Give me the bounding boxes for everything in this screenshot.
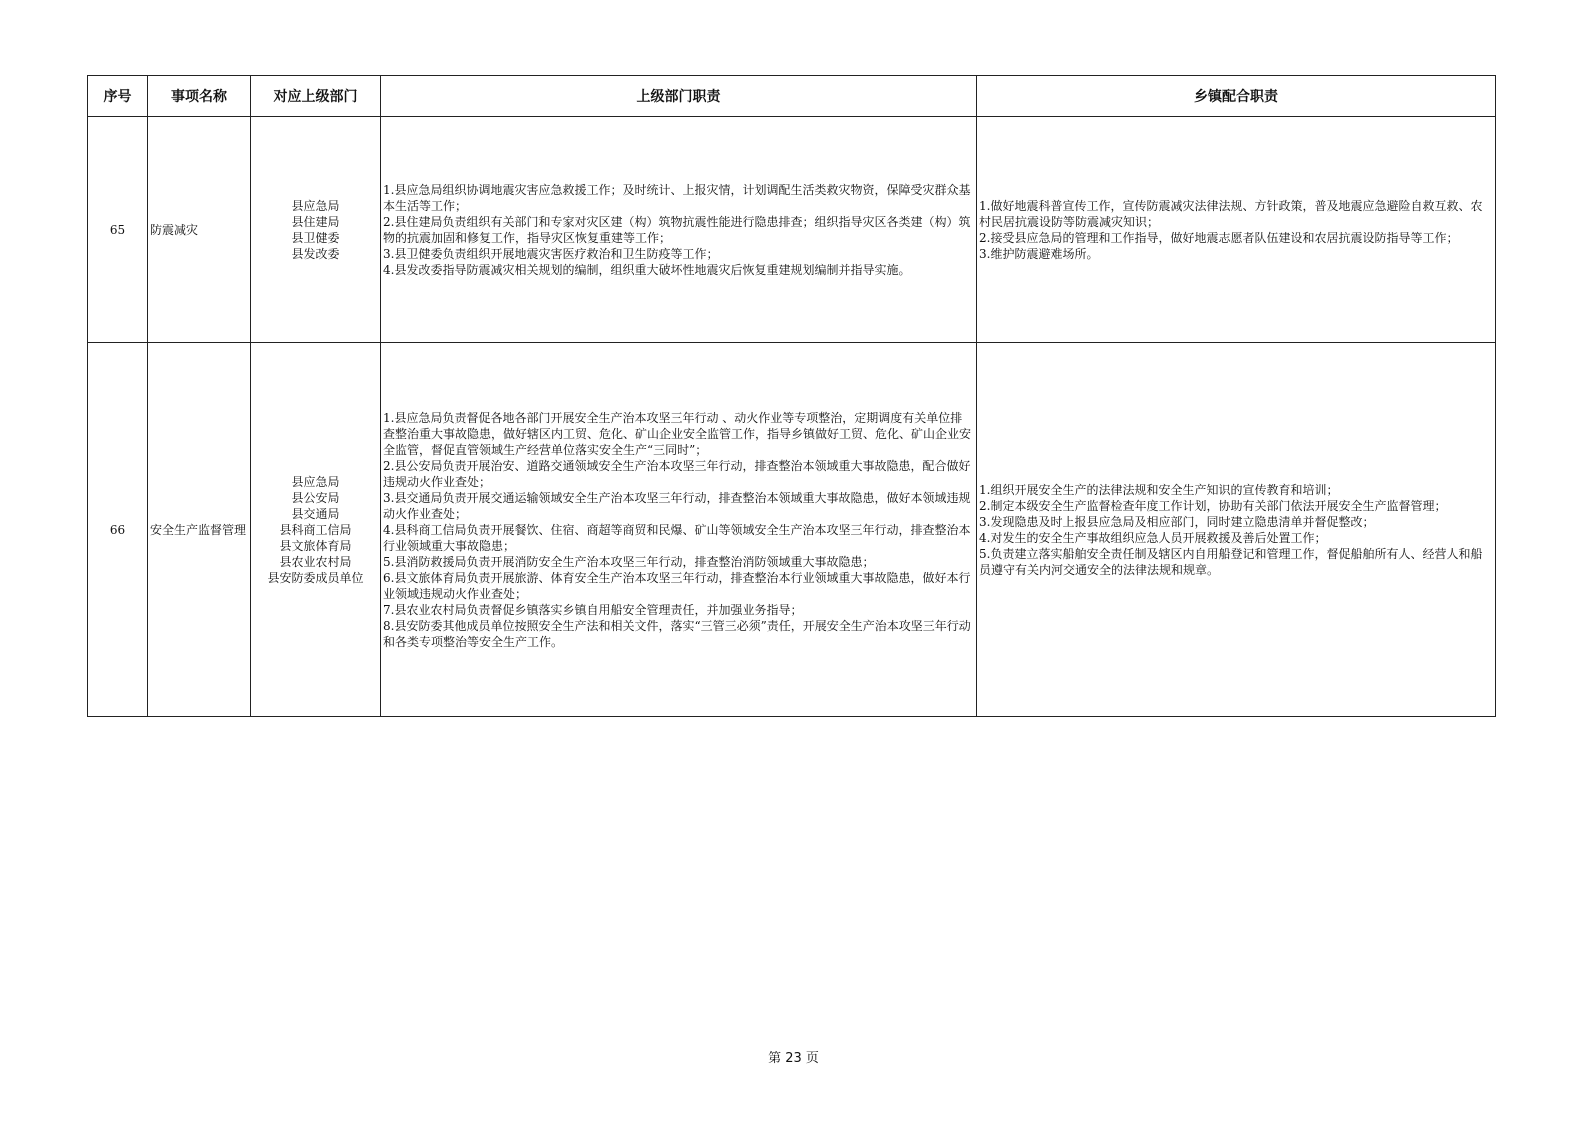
town-duty-item: 2.制定本级安全生产监督检查年度工作计划，协助有关部门依法开展安全生产监督管理； [979,498,1447,513]
department-name: 县卫健委 [291,230,340,245]
row-item-name: 安全生产监督管理 [148,343,251,717]
department-name: 县科商工信局 [279,522,352,537]
department-name: 县应急局 [291,474,340,489]
town-duty-item: 1.做好地震科普宣传工作，宣传防震减灾法律法规、方针政策，普及地震应急避险自救互救、农村民居抗震设防等防震减灾知识； [979,198,1483,229]
row-item-name: 防震减灾 [148,117,251,343]
town-duty-item: 3.维护防震避难场所。 [979,246,1099,261]
duty-item: 2.县住建局负责组织有关部门和专家对灾区建（构）筑物抗震性能进行隐患排查；组织指导灾区各类建（构）筑物的抗震加固和修复工作，指导灾区恢复重建等工作； [383,214,971,245]
town-duty-item: 2.接受县应急局的管理和工作指导，做好地震志愿者队伍建设和农居抗震设防指导等工作； [979,230,1459,245]
town-duty-item: 3.发现隐患及时上报县应急局及相应部门，同时建立隐患清单并督促整改； [979,514,1375,529]
department-name: 县公安局 [291,490,340,505]
town-duty-item: 5.负责建立落实船舶安全责任制及辖区内自用船登记和管理工作，督促船舶所有人、经营人和船员遵守有关内河交通安全的法律法规和规章。 [979,546,1483,577]
department-name: 县交通局 [291,506,340,521]
header-township-duties: 乡镇配合职责 [977,76,1496,117]
header-serial-number: 序号 [88,76,148,117]
row-township-duties [977,343,1496,717]
row-departments [251,343,381,717]
department-name: 县文旅体育局 [279,538,352,553]
duty-item: 4.县科商工信局负责开展餐饮、住宿、商超等商贸和民爆、矿山等领域安全生产治本攻坚三年行动，排查整治本行业领域重大事故隐患； [383,522,971,553]
header-superior-duties: 上级部门职责 [381,76,977,117]
duty-item: 2.县公安局负责开展治安、道路交通领域安全生产治本攻坚三年行动，排查整治本领域重大事故隐患，配合做好违规动火作业查处； [383,458,971,489]
duty-item: 3.县交通局负责开展交通运输领域安全生产治本攻坚三年行动，排查整治本领域重大事故隐患，做好本领域违规动火作业查处； [383,490,971,521]
table-row [88,343,1496,717]
duty-item: 5.县消防救援局负责开展消防安全生产治本攻坚三年行动，排查整治消防领域重大事故隐患； [383,554,875,569]
row-departments [251,117,381,343]
duty-item: 8.县安防委其他成员单位按照安全生产法和相关文件，落实“三管三必须”责任，开展安全生产治本攻坚三年行动和各类专项整治等安全生产工作。 [383,618,971,649]
duty-item: 3.县卫健委负责组织开展地震灾害医疗救治和卫生防疫等工作； [383,246,719,261]
row-number: 65 [88,117,148,343]
row-number: 66 [88,343,148,717]
duty-item: 1.县应急局组织协调地震灾害应急救援工作；及时统计、上报灾情，计划调配生活类救灾物资，保障受灾群众基本生活等工作； [383,182,971,213]
header-row [88,76,1496,117]
header-item-name: 事项名称 [148,76,251,117]
table-row [88,117,1496,343]
department-name: 县安防委成员单位 [267,570,364,585]
department-name: 县农业农村局 [279,554,352,569]
duty-item: 7.县农业农村局负责督促乡镇落实乡镇自用船安全管理责任，并加强业务指导； [383,602,803,617]
header-superior-department: 对应上级部门 [251,76,381,117]
town-duty-item: 1.组织开展安全生产的法律法规和安全生产知识的宣传教育和培训； [979,482,1339,497]
department-name: 县住建局 [291,214,340,229]
duty-item: 6.县文旅体育局负责开展旅游、体育安全生产治本攻坚三年行动，排查整治本行业领域重大事故隐患，做好本行业领域违规动火作业查处； [383,570,971,601]
department-name: 县应急局 [291,198,340,213]
town-duty-item: 4.对发生的安全生产事故组织应急人员开展救援及善后处置工作； [979,530,1327,545]
page-number: 第 23 页 [768,1051,819,1066]
row-superior-duties [381,343,977,717]
duty-item: 4.县发改委指导防震减灾相关规划的编制，组织重大破坏性地震灾后恢复重建规划编制并指导实施。 [383,262,911,277]
duty-item: 1.县应急局负责督促各地各部门开展安全生产治本攻坚三年行动 、动火作业等专项整治，定期调度有关单位排查整治重大事故隐患，做好辖区内工贸、危化、矿山企业安全监管工作，指导乡镇做好工贸、危化、矿山企业安全监管，督促直管领域生产经营单位落实安全生产“三同时”； [383,410,972,457]
duty-table [87,75,1496,717]
row-township-duties [977,117,1496,343]
department-name: 县发改委 [291,246,340,261]
row-superior-duties [381,117,977,343]
